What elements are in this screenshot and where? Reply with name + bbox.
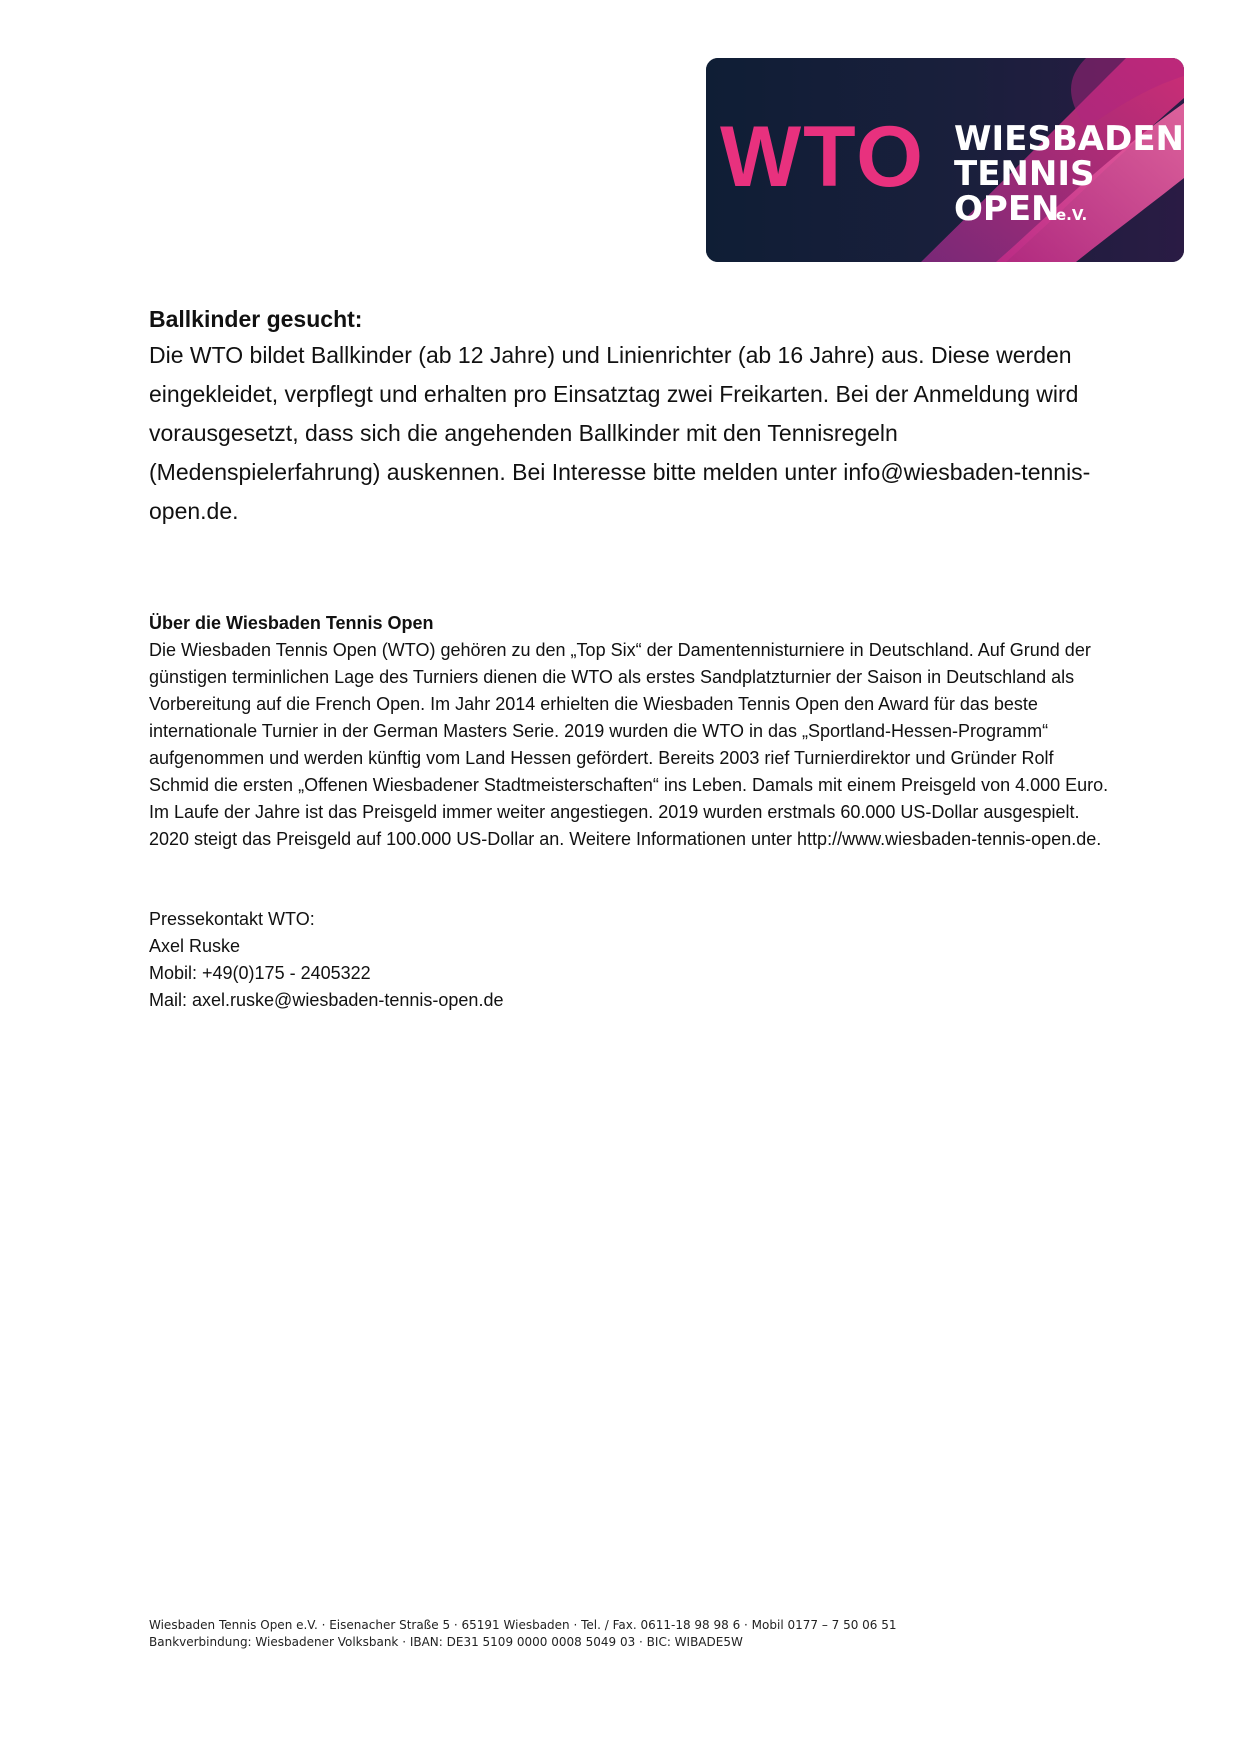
contact-mail: Mail: axel.ruske@wiesbaden-tennis-open.de [149, 990, 504, 1010]
contact-label: Pressekontakt WTO: [149, 909, 315, 929]
footer-address: Wiesbaden Tennis Open e.V. · Eisenacher Straße 5 · 65191 Wiesbaden · Tel. / Fax. 0611-18 98 98 6 · Mobil 0177 – 7 50 06 51 [149, 1618, 897, 1632]
contact-name: Axel Ruske [149, 936, 241, 956]
logo-acronym: WTO [720, 109, 926, 205]
page-footer [149, 1617, 1149, 1651]
logo-name-line3: OPEN [954, 189, 1060, 229]
ballkinder-heading: Ballkinder gesucht: [149, 306, 363, 332]
logo-name-line2: TENNIS [954, 154, 1095, 194]
ballkinder-text: Die WTO bildet Ballkinder (ab 12 Jahre) und Linienrichter (ab 16 Jahre) aus. Diese werden eingekleidet, verpflegt und erhalten pro Einsatztag zwei Freikarten. Bei der Anmeldung wird vorausgesetzt, dass sich die angehenden Ballkinder mit den Tennisregeln (Medenspielerfahrung) auskennen. Bei Interesse bitte melden unter info@wiesbaden-tennis-open.de. [149, 342, 1091, 524]
ballkinder-section [149, 304, 1099, 531]
press-contact [149, 906, 849, 1014]
about-section [149, 610, 1109, 853]
footer-bank: Bankverbindung: Wiesbadener Volksbank · IBAN: DE31 5109 0000 0008 5049 03 · BIC: WIBADE5W [149, 1635, 743, 1649]
contact-mobile: Mobil: +49(0)175 - 2405322 [149, 963, 371, 983]
logo-name-line1: WIESBADEN [954, 119, 1184, 159]
logo-graphic [706, 58, 1184, 262]
about-text: Die Wiesbaden Tennis Open (WTO) gehören zu den „Top Six“ der Damentennisturniere in Deutschland. Auf Grund der günstigen terminlichen Lage des Turniers dienen die WTO als erstes Sandplatzturnier der Saison in Deutschland als Vorbereitung auf die French Open. Im Jahr 2014 erhielten die Wiesbaden Tennis Open den Award für das beste internationale Turnier in der German Masters Serie. 2019 wurden die WTO in das „Sportland-Hessen-Programm“ aufgenommen und werden künftig vom Land Hessen gefördert. Bereits 2003 rief Turnierdirektor und Gründer Rolf Schmid die ersten „Offenen Wiesbadener Stadtmeisterschaften“ ins Leben. Damals mit einem Preisgeld von 4.000 Euro. Im Laufe der Jahre ist das Preisgeld immer weiter angestiegen. 2019 wurden erstmals 60.000 US-Dollar ausgespielt. 2020 steigt das Preisgeld auf 100.000 US-Dollar an. Weitere Informationen unter http://www.wiesbaden-tennis-open.de. [149, 640, 1109, 849]
about-heading: Über die Wiesbaden Tennis Open [149, 613, 434, 633]
logo-suffix: e.V. [1056, 206, 1088, 224]
wto-logo [706, 58, 1184, 262]
